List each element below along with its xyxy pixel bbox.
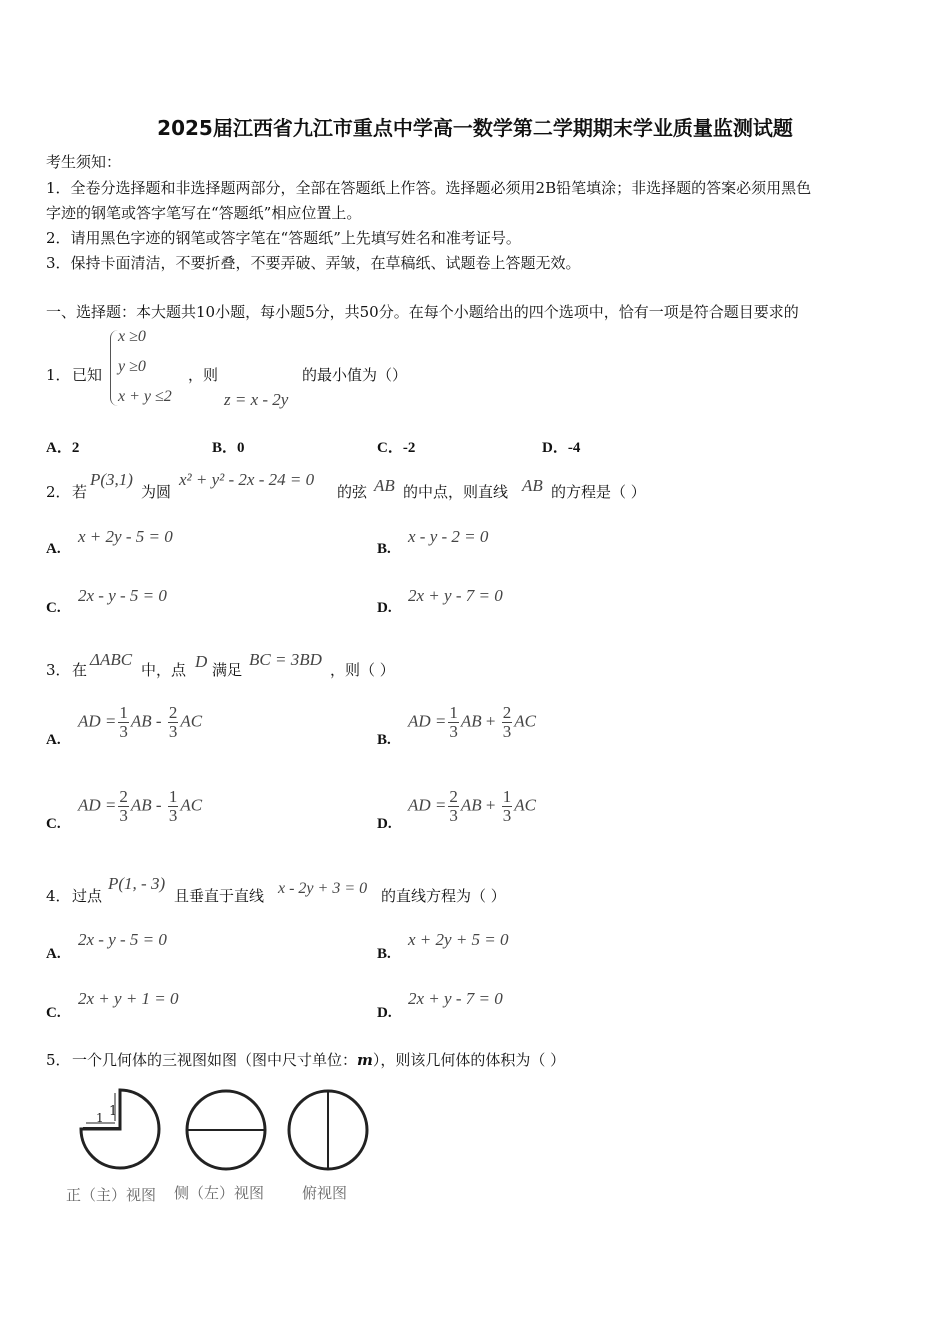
operator: - [155, 795, 162, 815]
fraction [502, 704, 513, 741]
option-c-label[interactable]: C. [46, 816, 61, 832]
question-number: 2． [46, 483, 71, 501]
point-p: P(3,1) [90, 470, 133, 489]
dimension-label-horizontal: 1 [96, 1111, 104, 1125]
option-lhs: AD = [408, 711, 447, 731]
option-d-label[interactable]: D. [377, 600, 392, 616]
question-text: 若 [72, 483, 88, 501]
constraint-1: x ≥0 [118, 328, 146, 345]
numerator: 1 [119, 703, 128, 722]
denominator: 3 [119, 722, 128, 741]
question-text: 的直线方程为（ ） [381, 887, 506, 905]
option-b-label[interactable]: B. [377, 541, 391, 557]
numerator: 2 [119, 787, 128, 806]
objective-function: z = x - 2y [224, 390, 289, 409]
option-c[interactable] [78, 788, 202, 825]
side-view-label: 侧（左）视图 [174, 1184, 265, 1202]
top-view-label: 俯视图 [302, 1184, 348, 1202]
option-a[interactable]: x + 2y - 5 = 0 [78, 527, 173, 546]
numerator: 1 [449, 703, 458, 722]
question-text: ，则 [188, 366, 219, 384]
vector-ac: AC [514, 711, 536, 731]
constraint-3: x + y ≤2 [118, 388, 172, 405]
notice-line-3: 3．保持卡面清洁，不要折叠，不要弄破、弄皱，在草稿纸、试题卷上答题无效。 [46, 254, 581, 272]
option-d[interactable]: D．-4 [542, 440, 581, 456]
fraction [168, 704, 179, 741]
page-title: 2025届江西省九江市重点中学高一数学第二学期期末学业质量监测试题 [157, 116, 793, 140]
denominator: 3 [168, 806, 178, 825]
operator: - [155, 711, 162, 731]
question-text: 过点 [72, 887, 103, 905]
dimension-label-vertical: 1 [109, 1104, 118, 1119]
option-b-label[interactable]: B. [377, 946, 391, 962]
numerator: 1 [168, 787, 178, 806]
numerator: 2 [168, 703, 178, 722]
unit: m [357, 1051, 373, 1069]
fraction [118, 704, 129, 741]
numerator: 1 [502, 787, 512, 806]
operator: + [485, 795, 496, 815]
line-ab: AB [522, 476, 543, 495]
vector-ab: AB [460, 795, 482, 815]
option-d[interactable]: 2x + y - 7 = 0 [408, 989, 503, 1008]
denominator: 3 [119, 806, 128, 825]
option-a[interactable]: 2x - y - 5 = 0 [78, 930, 167, 949]
denominator: 3 [502, 806, 512, 825]
point-d: D [195, 652, 208, 671]
question-text: 的弦 [337, 483, 368, 501]
condition: BC = 3BD [249, 650, 322, 669]
side-view [187, 1091, 265, 1169]
question-number: 4． [46, 887, 71, 905]
option-a[interactable] [78, 704, 202, 741]
question-text: 且垂直于直线 [174, 887, 265, 905]
notice-line-1a: 1．全卷分选择题和非选择题两部分，全部在答题纸上作答。选择题必须用2B铅笔填涂；非选择题的答案必须用黑色 [46, 179, 812, 197]
denominator: 3 [449, 806, 458, 825]
denominator: 3 [449, 722, 458, 741]
front-view [81, 1090, 159, 1168]
fraction [118, 788, 129, 825]
option-a-label[interactable]: A. [46, 946, 61, 962]
fraction [448, 788, 459, 825]
question-text: 的方程是（ ） [551, 483, 646, 501]
notice-heading: 考生须知： [46, 153, 122, 171]
option-d-label[interactable]: D. [377, 1005, 392, 1021]
option-lhs: AD = [78, 795, 117, 815]
option-d[interactable] [408, 788, 536, 825]
question-text: 在 [72, 661, 88, 679]
option-b[interactable] [408, 704, 536, 741]
given-line: x - 2y + 3 = 0 [278, 880, 368, 897]
denominator: 3 [168, 722, 178, 741]
question-text: 的最小值为（） [302, 366, 408, 384]
numerator: 2 [502, 703, 512, 722]
chord-ab: AB [374, 476, 395, 495]
vector-ac: AC [180, 711, 203, 731]
question-number: 1． [46, 366, 71, 384]
question-number: 3． [46, 661, 71, 679]
option-d-label[interactable]: D. [377, 816, 392, 832]
question-text: 的中点，则直线 [403, 483, 509, 501]
option-a-label[interactable]: A. [46, 732, 61, 748]
option-b[interactable]: x + 2y + 5 = 0 [408, 930, 509, 949]
fraction [502, 788, 513, 825]
fraction [448, 704, 459, 741]
option-b[interactable]: x - y - 2 = 0 [408, 527, 489, 546]
constraint-2: y ≥0 [118, 358, 146, 375]
question-text: 为圆 [141, 483, 172, 501]
option-d[interactable]: 2x + y - 7 = 0 [408, 586, 503, 605]
vector-ac: AC [514, 795, 536, 815]
question-number: 5． [46, 1051, 71, 1069]
numerator: 2 [449, 787, 458, 806]
section-heading: 一、选择题：本大题共10小题，每小题5分，共50分。在每个小题给出的四个选项中，恰有一项是符合题目要求的 [46, 303, 799, 321]
fraction [168, 788, 179, 825]
vector-ac: AC [180, 795, 203, 815]
question-text-part: ），则该几何体的体积为（ ） [372, 1051, 566, 1069]
option-c-label[interactable]: C. [46, 600, 61, 616]
notice-line-1b: 字迹的钢笔或答字笔写在“答题纸”相应位置上。 [46, 204, 362, 222]
question-text: 满足 [212, 661, 243, 679]
option-b-label[interactable]: B. [377, 732, 391, 748]
three-view-figure [60, 1085, 380, 1210]
question-text: 中，点 [141, 661, 187, 679]
question-text-part: 一个几何体的三视图如图（图中尺寸单位： [72, 1051, 358, 1069]
question-text [72, 1050, 565, 1070]
question-text: 已知 [72, 366, 103, 384]
option-a-label[interactable]: A. [46, 541, 61, 557]
top-view [289, 1091, 367, 1169]
denominator: 3 [502, 722, 512, 741]
option-c[interactable]: 2x + y + 1 = 0 [78, 989, 179, 1008]
vector-ab: AB [460, 711, 482, 731]
option-c[interactable]: C．-2 [377, 440, 416, 456]
option-lhs: AD = [78, 711, 117, 731]
vector-ab: AB [130, 795, 152, 815]
option-c[interactable]: 2x - y - 5 = 0 [78, 586, 167, 605]
question-text: ，则（ ） [330, 661, 395, 679]
circle-equation: x² + y² - 2x - 24 = 0 [179, 470, 315, 489]
option-a[interactable]: A．2 [46, 440, 80, 456]
notice-line-2: 2．请用黑色字迹的钢笔或答字笔在“答题纸”上先填写姓名和准考证号。 [46, 229, 521, 247]
point-p: P(1, - 3) [108, 874, 166, 893]
operator: + [485, 711, 496, 731]
triangle: ΔABC [90, 650, 133, 669]
front-view-label: 正（主）视图 [66, 1186, 157, 1204]
option-b[interactable]: B．0 [212, 440, 245, 456]
vector-ab: AB [130, 711, 152, 731]
option-lhs: AD = [408, 795, 447, 815]
option-c-label[interactable]: C. [46, 1005, 61, 1021]
